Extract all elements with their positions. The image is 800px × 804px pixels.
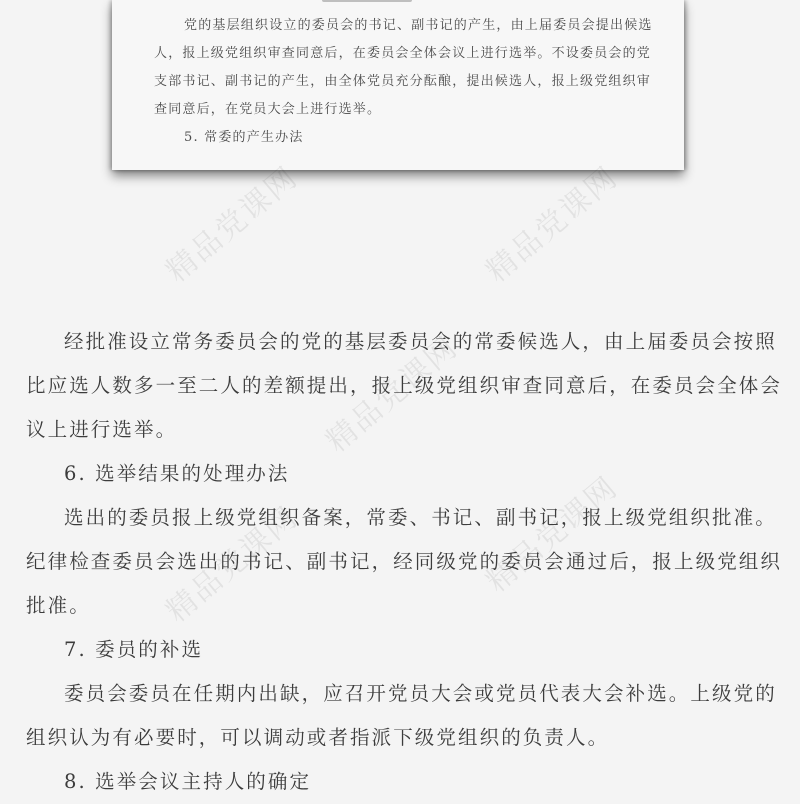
section-heading: 7. 委员的补选 [64,638,204,661]
document-photo [112,0,684,170]
doc-line: 人，报上级党组织审查同意后，在委员会全体会议上进行选举。不设委员会的党 [154,46,652,61]
paragraph-line: 批准。 [26,594,91,617]
cropped-text-fragment [322,0,412,2]
paragraph-line: 组织认为有必要时，可以调动或者指派下级党组织的负责人。 [26,726,610,749]
paragraph-line: 比应选人数多一至二人的差额提出，报上级党组织审查同意后，在委员会全体会 [26,374,783,397]
section-heading: 6. 选举结果的处理办法 [64,462,290,485]
paragraph-line: 委员会委员在任期内出缺，应召开党员大会或党员代表大会补选。上级党的 [64,682,777,705]
article-body [26,320,783,804]
paragraph-line: 经批准设立常务委员会的党的基层委员会的常委候选人，由上届委员会按照 [64,330,777,353]
watermark: 精品党课网 [479,159,625,290]
paragraph-line: 纪律检查委员会选出的书记、副书记，经同级党的委员会通过后，报上级党组织 [26,550,783,573]
paragraph-line: 选出的委员报上级党组织备案，常委、书记、副书记，报上级党组织批准。 [64,506,777,529]
watermark: 精品党课网 [319,329,465,460]
watermark: 精品党课网 [159,499,305,630]
watermark: 精品党课网 [159,159,305,290]
paragraph-line: 议上进行选举。 [26,418,178,441]
doc-line: 党的基层组织设立的委员会的书记、副书记的产生，由上届委员会提出候选 [184,18,653,33]
watermark: 精品党课网 [479,469,625,600]
doc-heading: 5. 常委的产生办法 [184,130,304,145]
doc-line: 支部书记、副书记的产生，由全体党员充分酝酿，提出候选人，报上级党组织审 [154,74,652,89]
section-heading: 8. 选举会议主持人的确定 [64,770,312,793]
doc-line: 查同意后，在党员大会上进行选举。 [154,102,382,117]
